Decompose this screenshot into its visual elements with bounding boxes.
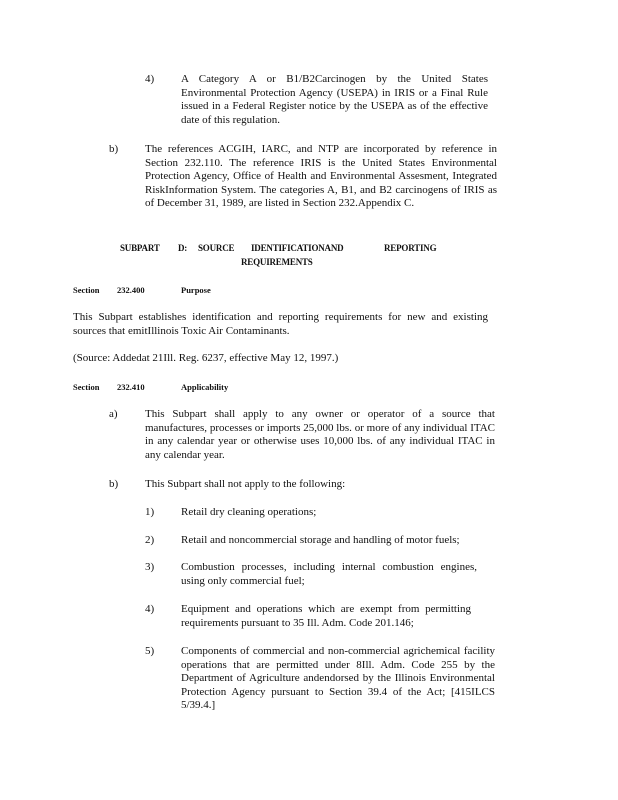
list-item-text: Retail and noncommercial storage and handling of motor fuels;	[181, 534, 460, 546]
list-item-text: Retail dry cleaning operations;	[181, 506, 317, 518]
list-item-number: 2)	[145, 534, 155, 546]
subpart-reporting: REPORTING	[384, 243, 437, 253]
section-410-title: Applicability	[181, 382, 229, 392]
item-b-refs-number: b)	[109, 143, 119, 155]
section-400-number: 232.400	[117, 285, 145, 295]
subpart-label: SUBPART	[120, 243, 160, 253]
list-item-text: Equipment and operations which are exempt from permitting requirements pursuant to 35 Ill. Adm. Code 201.146;	[181, 603, 471, 629]
section-400-source-note: (Source: Addedat 21Ill. Reg. 6237, effective May 12, 1997.)	[73, 352, 339, 364]
section-410-b-text: This Subpart shall not apply to the following:	[145, 478, 346, 490]
list-item-text: Combustion processes, including internal combustion engines, using only commercial fuel;	[181, 561, 477, 587]
section-400-label: Section	[73, 285, 100, 295]
subpart-letter: D:	[178, 243, 188, 253]
section-410-a-text: This Subpart shall apply to any owner or operator of a source that manufactures, processes or imports 25,000 lbs. or more of any individual ITAC in any calendar year or otherwise uses 10,000 lbs. of any individual ITAC in any calendar year.	[145, 408, 495, 461]
list-item-number: 3)	[145, 561, 155, 573]
list-item-text: Components of commercial and non-commercial agrichemical facility operations that are permitted under 8Ill. Adm. Code 255 by the Department of Agriculture andendorsed by the Illinois Environmental Protection Agency pursuant to Section 39.4 of the Act; [415ILCS 5/39.4.]	[181, 645, 495, 712]
list-item-number: 5)	[145, 645, 155, 657]
subpart-requirements: REQUIREMENTS	[241, 257, 313, 267]
subpart-source: SOURCE	[198, 243, 235, 253]
list-item-number: 1)	[145, 506, 155, 518]
item-a4-text: A Category A or B1/B2Carcinogen by the United States Environmental Protection Agency (USEPA) in IRIS or a Final Rule issued in a Federal Register notice by the USEPA as of the effective date of this regulation.	[181, 73, 488, 126]
section-410-a-number: a)	[109, 408, 118, 420]
section-410-b-number: b)	[109, 478, 119, 490]
section-410-number: 232.410	[117, 382, 145, 392]
item-b-refs-text: The references ACGIH, IARC, and NTP are incorporated by reference in Section 232.110. The reference IRIS is the United States Environmental Protection Agency, Office of Health and Environmental Assesment, Integrated RiskInformation System. The categories A, B1, and B2 carcinogens of IRIS as of December 31, 1989, are listed in Section 232.Appendix C.	[145, 143, 497, 210]
section-400-title: Purpose	[181, 285, 211, 295]
list-item-number: 4)	[145, 603, 155, 615]
item-a4-number: 4)	[145, 73, 155, 85]
section-410-label: Section	[73, 382, 100, 392]
section-400-body: This Subpart establishes identification and reporting requirements for new and existing sources that emitIllinois Toxic Air Contaminants.	[73, 311, 488, 337]
subpart-identification: IDENTIFICATIONAND	[251, 243, 344, 253]
